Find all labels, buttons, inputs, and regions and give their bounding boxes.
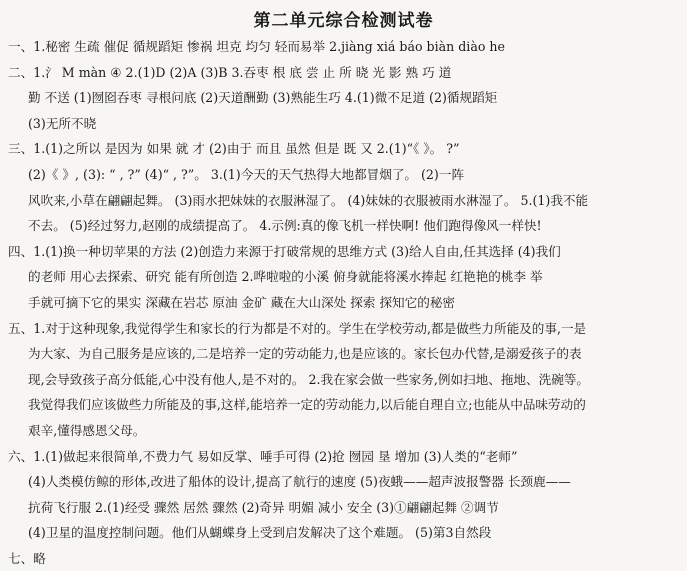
answer-line: (4)人类模仿鲸的形体,改进了船体的设计,提高了航行的速度 (5)夜蛾——超声波报警器 长颈鹿—— — [28, 474, 571, 490]
answer-line: 二、1.氵 M màn ④ 2.(1)D (2)A (3)B 3.吞枣 根 底 尝 止 所 晓 光 影 熟 巧 道 — [8, 64, 452, 80]
answer-line: 我觉得我们应该做些力所能及的事,这样,能培养一定的劳动能力,以后能自理自立;也能从中品味劳动的 — [28, 397, 586, 413]
answer-line: 现,会导致孩子高分低能,心中没有他人,是不对的。 2.我在家会做一些家务,例如扫地、拖地、洗碗等。 — [28, 371, 589, 387]
answer-line: 勤 不送 (1)囫囵吞枣 寻根问底 (2)天道酬勤 (3)熟能生巧 4.(1)微不足道 (2)循规蹈矩 — [28, 90, 498, 106]
answer-line: 一、1.秘密 生疏 催促 循规蹈矩 惨祸 坦克 均匀 轻而易举 2.jiàng xiá báo biàn diào he — [8, 39, 505, 54]
answer-body — [8, 34, 679, 571]
answer-line: 为大家、为自己服务是应该的,二是培养一定的劳动能力,也是应该的。家长包办代替,是溺爱孩子的表 — [28, 346, 582, 362]
answer-line: 七、略 — [8, 550, 46, 566]
answer-line: 五、1.对于这种现象,我觉得学生和家长的行为都是不对的。学生在学校劳动,都是做些力所能及的事,一是 — [8, 320, 587, 336]
page-title: 第二单元综合检测试卷 — [253, 11, 434, 31]
answer-line: 三、1.(1)之所以 是因为 如果 就 才 (2)由于 而且 虽然 但是 既 又 2.(1)“《 》。 ?” — [8, 141, 460, 157]
answer-line: (2)《 》, (3): “ , ?” (4)“ , ?”。 3.(1)今天的天气热得大地都冒烟了。 (2)一阵 — [28, 166, 465, 182]
answer-line: 四、1.(1)换一种切苹果的方法 (2)创造力来源于打破常规的思维方式 (3)给人自由,任其选择 (4)我们 — [8, 243, 561, 259]
answer-line: 抗荷飞行服 2.(1)经受 骤然 居然 骤然 (2)奇异 明媚 减小 安全 (3)①翩翩起舞 ②调节 — [28, 499, 499, 515]
answer-line: 手就可摘下它的果实 深藏在岩芯 原油 金矿 藏在大山深处 探索 探知它的秘密 — [28, 294, 456, 310]
answer-line: 艰辛,懂得感恩父母。 — [28, 422, 146, 438]
answer-line: 六、1.(1)做起来很简单,不费力气 易如反掌、唾手可得 (2)抢 囫园 垦 增加 (3)人类的“老师” — [8, 448, 518, 464]
answer-line: 风吹来,小草在翩翩起舞。 (3)雨水把妹妹的衣服淋湿了。 (4)妹妹的衣服被雨水淋湿了。 5.(1)我不能 — [28, 192, 589, 208]
answer-line: (3)无所不晓 — [28, 115, 97, 131]
answer-line: 不去。 (5)经过努力,赵刚的成绩提高了。 4.示例:真的像飞机一样快啊! 他们跑得像风一样快! — [28, 218, 542, 234]
answer-line: 的老师 用心去探索、研究 能有所创造 2.哗啦啦的小溪 俯身就能将溪水捧起 红艳艳的桃李 举 — [28, 269, 543, 285]
answer-line: (4)卫星的温度控制问题。他们从蝴蝶身上受到启发解决了这个难题。 (5)第3自然段 — [28, 525, 492, 541]
